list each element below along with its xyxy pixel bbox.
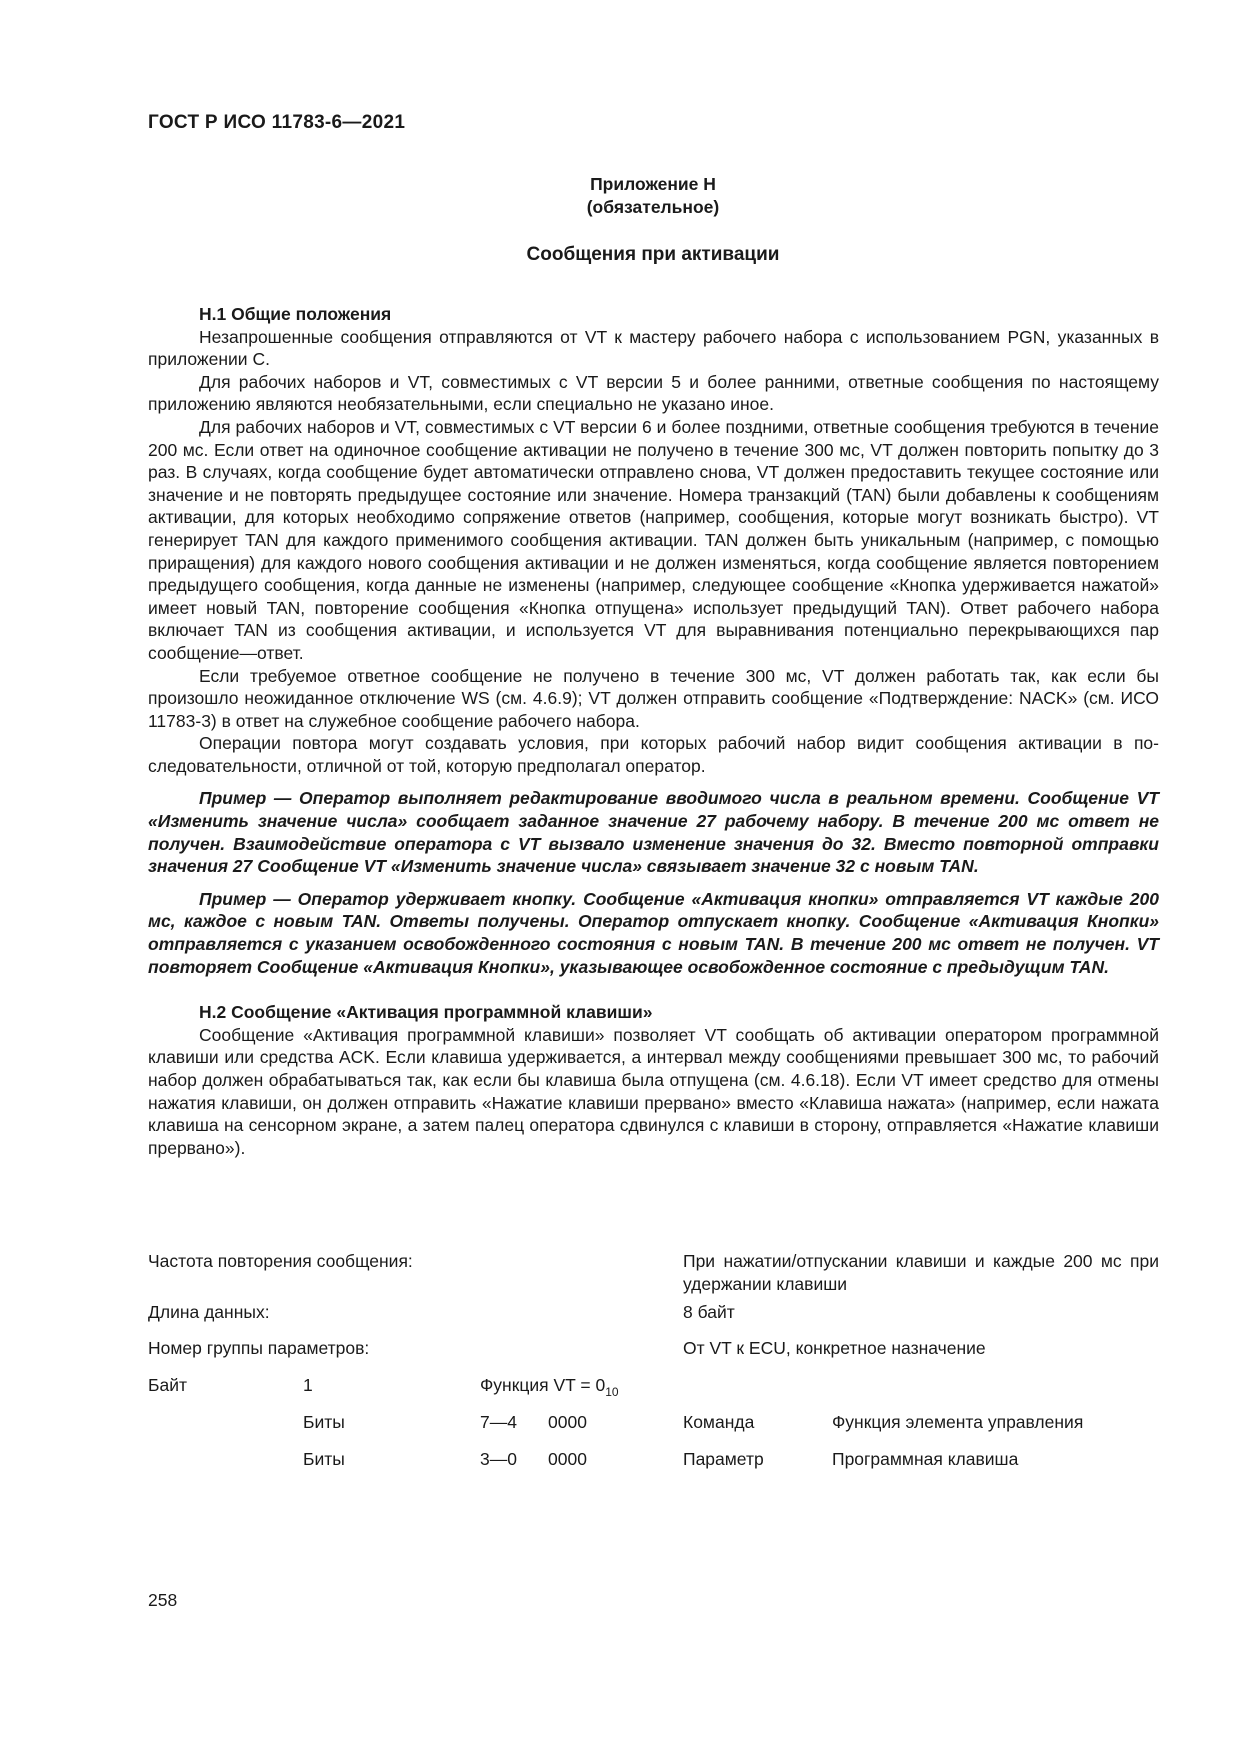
standard-designation: ГОСТ Р ИСО 11783-6—2021 [148,112,406,133]
bits-field: Команда [683,1412,755,1432]
body-paragraph: Операции повтора могут создавать условия, при которых рабочий набор видит сообщения активации в последовательности, отличной от той, которую предполагал оператор. [148,733,1159,776]
document-body [148,303,1159,1159]
example-paragraph: Пример — Оператор удерживает кнопку. Сообщение «Активация кнопки» отправляется VT каждые 200 мс, каждое с новым TAN. Ответы получены. Оператор отпускает кнопку. Сообщение «Активация Кнопки» отправляется с указанием освобожденного состояния с новым TAN. В течение 200 мс ответ не получен. VT повторяет Сообщение «Активация Кнопки», указывающее освобожденное состояние с предыдущим TAN. [148,888,1159,977]
bits-range: 3—0 [480,1449,517,1469]
body-paragraph: Для рабочих наборов и VT, совместимых с VT версии 5 и более ранними, ответные сообщения по настоящему приложению являются необязательными, если специально не указано иное. [148,371,1159,415]
byte-label: Байт [148,1375,188,1395]
body-paragraph: Для рабочих наборов и VT, совместимых с VT версии 6 и более поздними, ответные сообщения требуются в течение 200 мс. Если ответ на одиночное сообщение активации не получено в течение 300 мс, VT должен повторить попытку до 3 раз. В случаях, когда сообщение будет автоматически отправлено снова, VT должен предоставить текущее состояние или значение и не повторять предыдущее состояние или значение. Номера транзакций (TAN) были добавлены к сообщениям активации, для которых необходимо сопряжение ответов (например, сообщения, которые могут возникать быстро). VT генерирует TAN для каждого применимого сообщения активации. TAN должен быть уникальным (например, с помощью приращения) для каждого нового сообщения активации и не должен изменяться, когда сообщение является повторением предыдущего сообщения, когда данные не изменены (например, следующее сообщение «Кнопка удерживается нажатой» имеет новый TAN, повторение сообщения «Кнопка отпущена» использует предыдущий TAN). Ответ рабочего набора включает TAN из сообщения активации, и используется VT для выравнивания потенциально перекрывающихся пар сообщение—ответ. [148,416,1159,663]
bits-range: 7—4 [480,1412,517,1432]
bits-meaning: Программная клавиша [832,1449,1019,1469]
annex-label: Приложение Н [590,174,716,194]
spec-value: 8 байт [683,1302,735,1322]
byte-number: 1 [303,1375,313,1395]
bits-value: 0000 [548,1449,587,1469]
section-heading: Н.1 Общие положения [199,304,392,324]
spec-label: Частота повторения сообщения: [148,1251,413,1271]
example-paragraph: Пример — Оператор выполняет редактирование вводимого числа в реальном времени. Сообщение VT «Изменить значение числа» сообщает заданное значение 27 рабочему набору. В течение 200 мс ответ не получен. Взаимодействие оператора с VT вызвало изменение значения до 32. Вместо повторной отправки значения 27 Сообщение VT «Изменить значение числа» связывает значение 32 с новым TAN. [148,788,1159,877]
body-paragraph: Сообщение «Активация программной клавиши» позволяет VT сообщать об активации оператором программной клавиши или средства ACK. Если клавиша удерживается, а интервал между сообщениями превышает 300 мс, то рабочий набор должен обрабатываться так, как если бы клавиша была отпущена (см. 4.6.18). Если VT имеет средство для отмены нажатия клавиши, он должен отправить «Нажатие клавиши прервано» вместо «Клавиша нажата» (например, если нажата клавиша на сенсорном экране, а затем палец оператора сдвинулся с клавиши в сторону, отправляется «Нажатие клавиши прервано»). [148,1024,1159,1158]
spec-label: Длина данных: [148,1302,270,1322]
bits-meaning: Функция элемента управления [832,1412,1084,1432]
section-heading: Н.2 Сообщение «Активация программной клавиши» [199,1002,653,1023]
body-paragraph: Незапрошенные сообщения отправляются от VT к мастеру рабочего набора с использованием PGN, указанных в приложении С. [148,326,1159,370]
spec-label: Номер группы параметров: [148,1338,370,1358]
bits-field: Параметр [683,1449,764,1469]
spec-value: При нажатии/отпускании клавиши и каждые 200 мс при удержании клавиши [683,1251,1159,1294]
bits-label: Биты [303,1449,345,1469]
annex-status: (обязательное) [586,197,720,217]
bits-value: 0000 [548,1412,587,1432]
function-label: Функция VT = $0_{10}$ [480,1375,619,1399]
spec-value: От VT к ECU, конкретное назначение [683,1338,986,1358]
annex-title: Сообщения при активации [526,244,780,265]
bits-label: Биты [303,1412,345,1432]
page-number: 258 [148,1590,178,1610]
body-paragraph: Если требуемое ответное сообщение не получено в течение 300 мс, VT должен работать так, как если бы произошло неожиданное отключение WS (см. 4.6.9); VT должен отправить сообщение «Подтверждение: NACK» (см. ИСО 11783-3) в ответ на служебное сообщение рабочего набора. [148,665,1159,731]
